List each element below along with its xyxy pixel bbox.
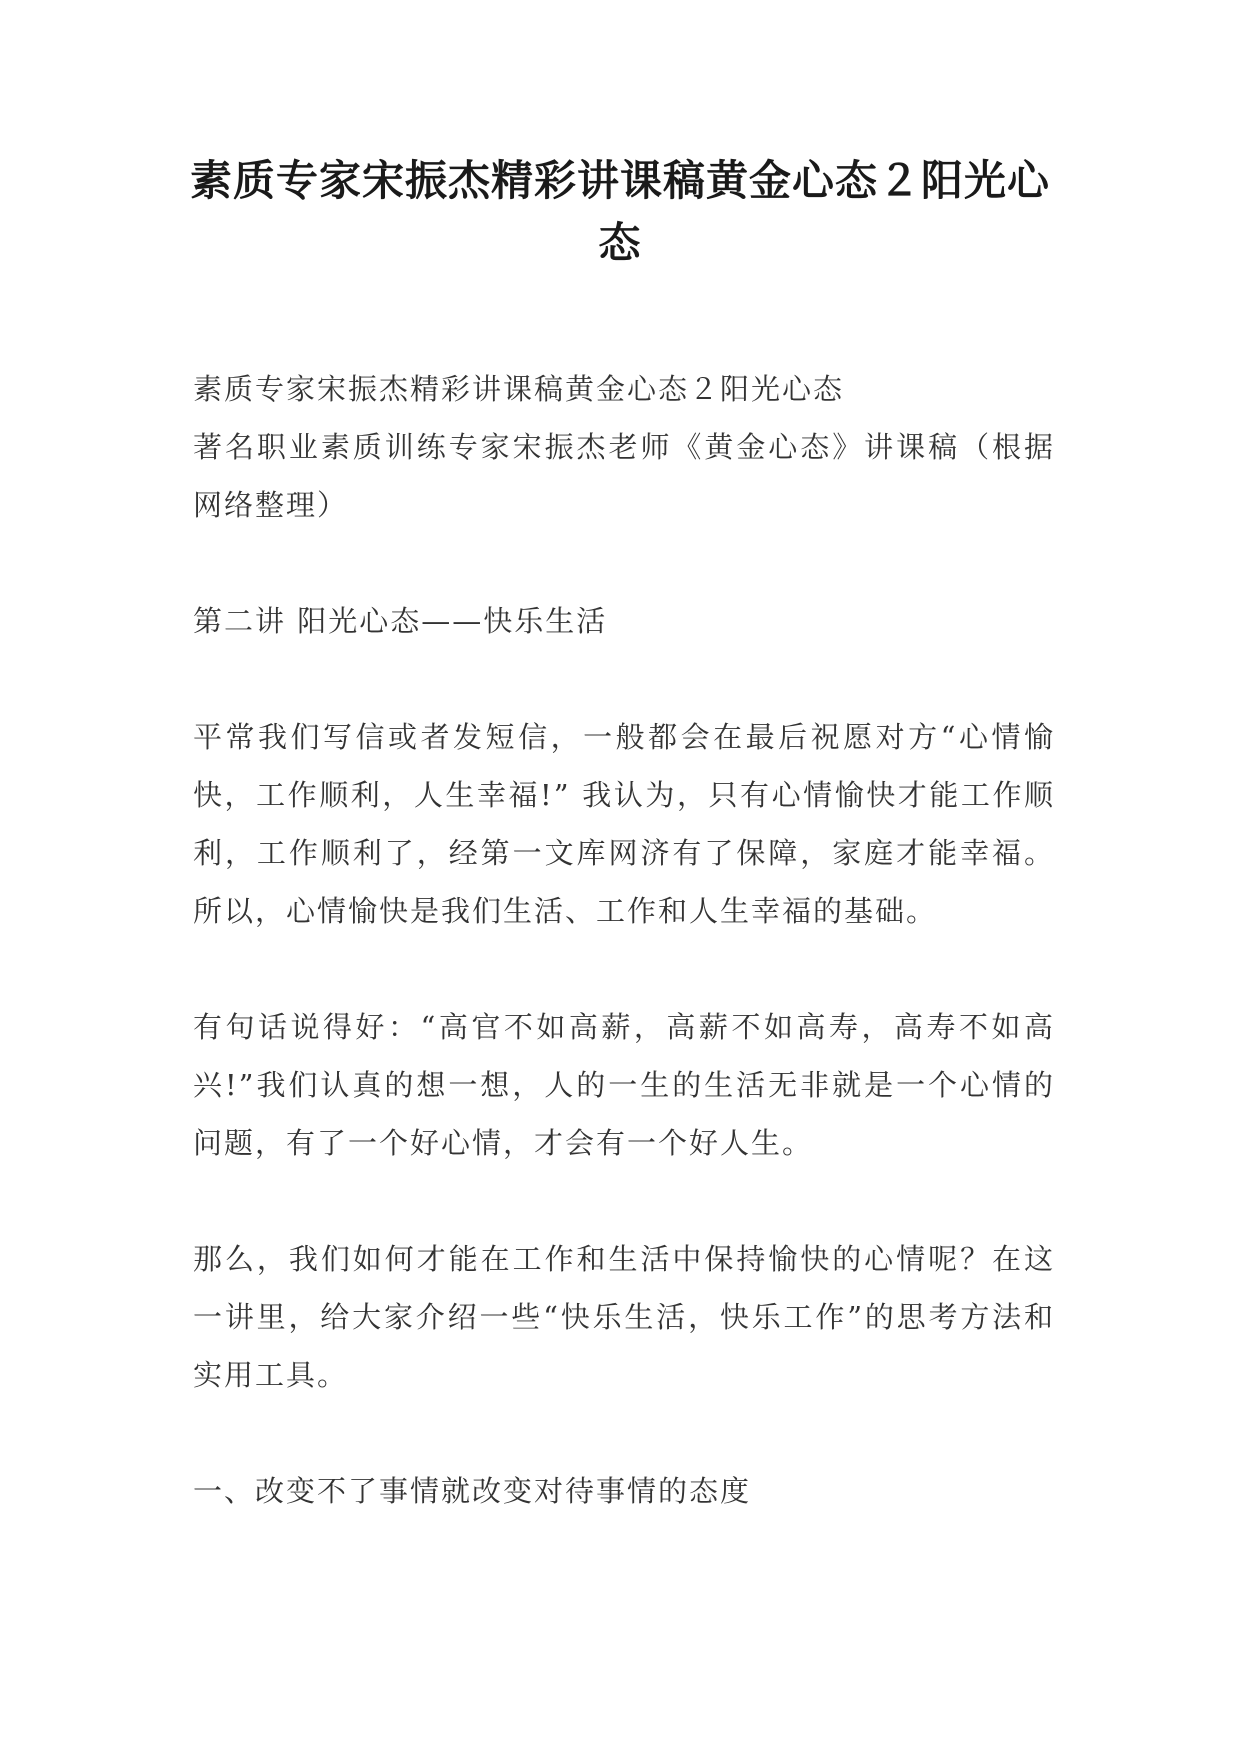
document-body bbox=[193, 360, 1055, 1578]
paragraph-question: 那么，我们如何才能在工作和生活中保持愉快的心情呢？在这一讲里，给大家介绍一些“快乐生活，快乐工作”的思考方法和实用工具。 bbox=[193, 1242, 1055, 1392]
document-title: 素质专家宋振杰精彩讲课稿黄金心态２阳光心态 bbox=[189, 156, 1050, 267]
paragraph-source-note: 著名职业素质训练专家宋振杰老师《黄金心态》讲课稿（根据网络整理） bbox=[193, 430, 1055, 522]
paragraph-intro: 平常我们写信或者发短信，一般都会在最后祝愿对方“心情愉快，工作顺利，人生幸福!” 我认为，只有心情愉快才能工作顺利，工作顺利了，经第一文库网济有了保障，家庭才能幸福。所以，心情愉快是我们生活、工作和人生幸福的基础。 bbox=[193, 720, 1055, 928]
paragraph-section-heading: 一、改变不了事情就改变对待事情的态度 bbox=[193, 1474, 752, 1508]
paragraph-subtitle: 素质专家宋振杰精彩讲课稿黄金心态２阳光心态 bbox=[193, 372, 845, 406]
paragraph-saying: 有句话说得好：“高官不如高薪，高薪不如高寿，高寿不如高兴!”我们认真的想一想，人的一生的生活无非就是一个心情的问题，有了一个好心情，才会有一个好人生。 bbox=[193, 1010, 1055, 1160]
paragraph-lecture-heading: 第二讲 阳光心态——快乐生活 bbox=[193, 604, 608, 638]
